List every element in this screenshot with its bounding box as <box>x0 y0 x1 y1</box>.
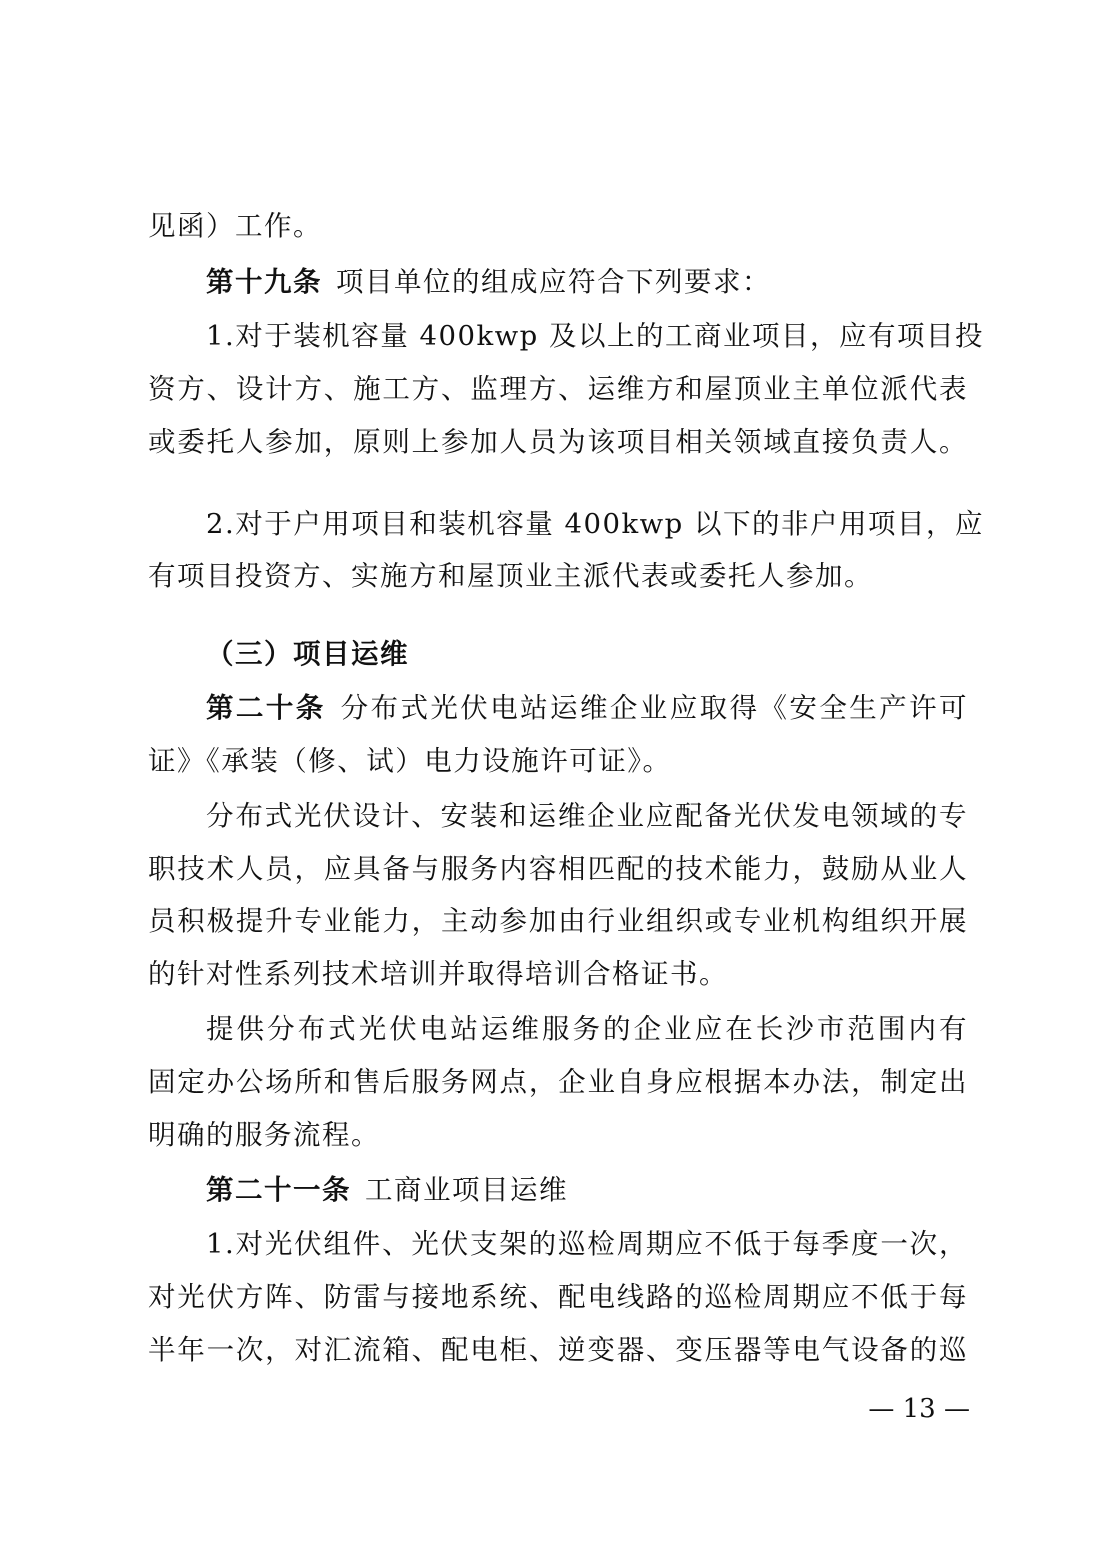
text-line: 对光伏方阵、防雷与接地系统、配电线路的巡检周期应不低于每 <box>148 1281 968 1313</box>
article-heading-21: 第二十一条 工商业项目运维 <box>206 1174 568 1206</box>
article-number: 第二十条 <box>206 692 326 724</box>
text-line: 1.对于装机容量 400kwp 及以上的工商业项目，应有项目投 <box>206 320 985 352</box>
section-heading: （三）项目运维 <box>206 638 409 670</box>
text-line: 证》《承装（修、试）电力设施许可证》。 <box>148 745 672 777</box>
text-line: 2.对于户用项目和装机容量 400kwp 以下的非户用项目，应 <box>206 508 985 540</box>
article-heading-19: 第十九条 项目单位的组成应符合下列要求： <box>206 266 771 298</box>
text-line: 或委托人参加，原则上参加人员为该项目相关领域直接负责人。 <box>148 426 968 458</box>
article-number: 第二十一条 <box>206 1174 351 1206</box>
article-heading-20: 第二十条 分布式光伏电站运维企业应取得《安全生产许可 <box>206 692 969 724</box>
text-line: 员积极提升专业能力，主动参加由行业组织或专业机构组织开展 <box>148 905 968 937</box>
article-number: 第十九条 <box>206 266 322 298</box>
text-line: 明确的服务流程。 <box>148 1119 380 1151</box>
text-line: 分布式光伏设计、安装和运维企业应配备光伏发电领域的专 <box>206 800 968 832</box>
text-line: 固定办公场所和售后服务网点，企业自身应根据本办法，制定出 <box>148 1066 968 1098</box>
page-number: — 13 — <box>868 1394 970 1424</box>
text-line: 半年一次，对汇流箱、配电柜、逆变器、变压器等电气设备的巡 <box>148 1334 968 1366</box>
text-line: 提供分布式光伏电站运维服务的企业应在长沙市范围内有 <box>206 1013 968 1045</box>
text-line: 有项目投资方、实施方和屋顶业主派代表或委托人参加。 <box>148 560 873 592</box>
text-line: 职技术人员，应具备与服务内容相匹配的技术能力，鼓励从业人 <box>148 853 968 885</box>
text-line: 资方、设计方、施工方、监理方、运维方和屋顶业主单位派代表 <box>148 373 968 405</box>
text-line: 见函）工作。 <box>148 210 322 242</box>
text-line: 的针对性系列技术培训并取得培训合格证书。 <box>148 958 728 990</box>
text-line: 1.对光伏组件、光伏支架的巡检周期应不低于每季度一次， <box>206 1228 968 1260</box>
